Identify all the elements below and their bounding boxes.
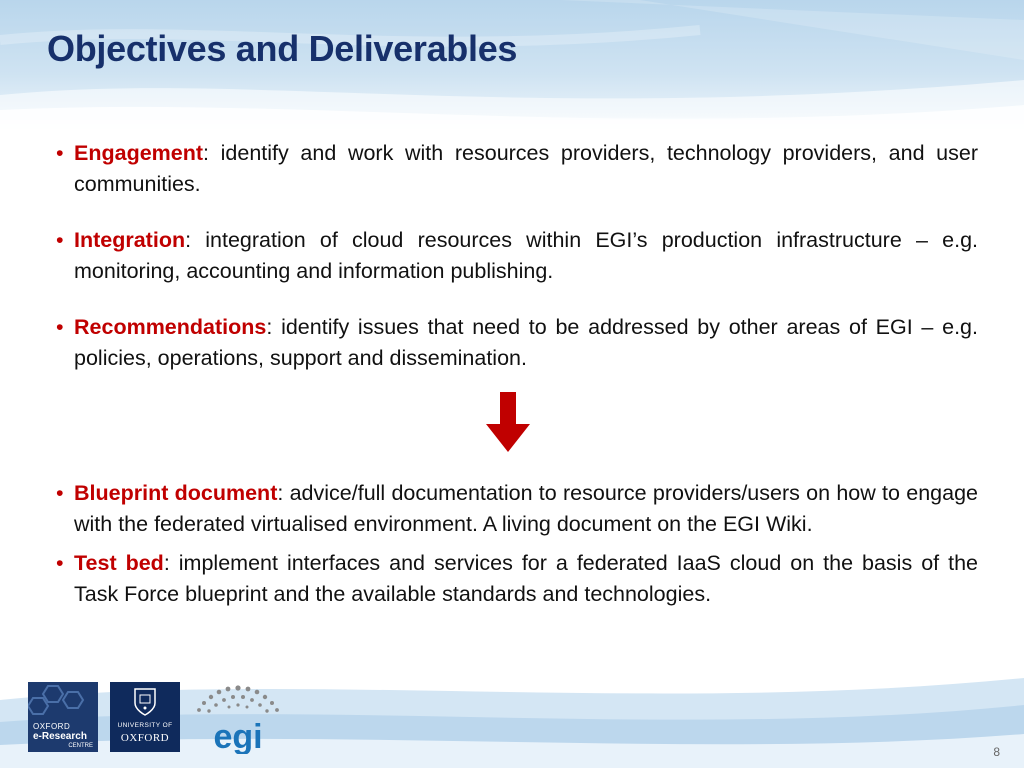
bullet-recommendations bbox=[56, 312, 978, 374]
bullet-text: : implement interfaces and services for a federated IaaS cloud on the basis of the Task Force blueprint and the available standards and technologies. bbox=[74, 551, 978, 606]
oxford-logo-line1: UNIVERSITY OF bbox=[117, 722, 173, 729]
bullet-integration bbox=[56, 225, 978, 287]
bullet-list bbox=[56, 138, 978, 610]
oerc-logo-line2: e-Research bbox=[33, 731, 87, 742]
oxford-crest-icon bbox=[134, 688, 156, 716]
bullet-text: : advice/full documentation to resource providers/users on how to engage with the federated virtualised environment. A living document on the EGI Wiki. bbox=[74, 481, 978, 536]
bullet-text: : identify and work with resources providers, technology providers, and user communities. bbox=[74, 141, 978, 196]
oerc-logo-line1: OXFORD bbox=[33, 722, 71, 731]
egi-logo bbox=[188, 682, 288, 754]
bullet-engagement bbox=[56, 138, 978, 200]
university-of-oxford-logo bbox=[110, 682, 180, 752]
bullet-blueprint-document bbox=[56, 478, 978, 540]
page-number: 8 bbox=[993, 745, 1000, 759]
oxford-e-research-centre-logo bbox=[28, 682, 98, 752]
hexagon-pattern-icon bbox=[28, 682, 98, 720]
bullet-text: : identify issues that need to be addressed by other areas of EGI – e.g. policies, operations, support and dissemination. bbox=[74, 315, 978, 370]
down-arrow-icon bbox=[486, 392, 530, 452]
oxford-logo-line2: OXFORD bbox=[120, 732, 170, 744]
bullet-term: Engagement bbox=[74, 141, 204, 165]
bullet-term: Integration bbox=[74, 228, 186, 252]
slide-title: Objectives and Deliverables bbox=[47, 28, 518, 69]
oerc-logo-line3: CENTRE bbox=[68, 743, 93, 749]
bullet-text: : integration of cloud resources within EGI’s production infrastructure – e.g. monitoring, accounting and information publishing. bbox=[74, 228, 978, 283]
bullet-test-bed bbox=[56, 548, 978, 610]
bullet-term: Recommendations bbox=[74, 315, 267, 339]
bullet-term: Test bed bbox=[74, 551, 164, 575]
egi-logo-text: egi bbox=[213, 718, 263, 754]
bullet-term: Blueprint document bbox=[74, 481, 278, 505]
